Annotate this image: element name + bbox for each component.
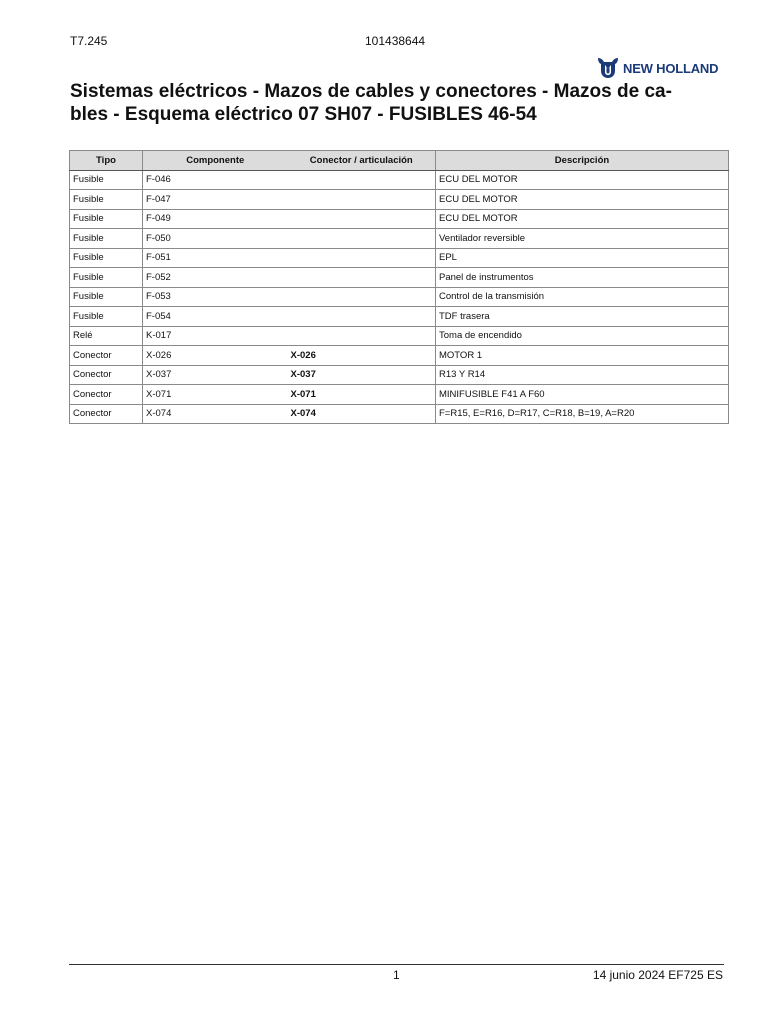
table-row [70,170,729,190]
table-row [70,307,729,327]
cell-conector: X-037 [288,365,436,385]
footer-date-code: 14 junio 2024 EF725 ES [592,968,723,982]
title-line-2: bles - Esquema eléctrico 07 SH07 - FUSIBLES 46-54 [70,104,537,125]
cell-descripcion: ECU DEL MOTOR [436,190,729,210]
cell-tipo: Fusible [70,248,143,268]
brand-name: NEW HOLLAND [623,60,719,76]
table-row [70,209,729,229]
cell-conector: X-026 [288,346,436,366]
cell-conector: X-074 [288,404,436,424]
cell-tipo: Conector [70,365,143,385]
title-line-1: Sistemas eléctricos - Mazos de cables y conectores - Mazos de ca- [70,81,672,102]
cell-descripcion: ECU DEL MOTOR [436,170,729,190]
table-row [70,229,729,249]
cell-conector [288,326,436,346]
cell-conector: X-071 [288,385,436,405]
cell-descripcion: R13 Y R14 [436,365,729,385]
column-header-descripcion: Descripción [436,151,729,171]
cell-descripcion: TDF trasera [436,307,729,327]
cell-descripcion: MINIFUSIBLE F41 A F60 [436,385,729,405]
cell-tipo: Conector [70,404,143,424]
cell-componente: K-017 [143,326,288,346]
cell-tipo: Fusible [70,229,143,249]
brand-logo [596,57,718,79]
footer-divider [69,964,724,965]
cell-conector [288,209,436,229]
cell-tipo: Fusible [70,190,143,210]
cell-descripcion: Control de la transmisión [436,287,729,307]
cell-descripcion: ECU DEL MOTOR [436,209,729,229]
table-row [70,365,729,385]
column-header-tipo: Tipo [70,151,143,171]
cell-componente: F-051 [143,248,288,268]
cell-tipo: Fusible [70,209,143,229]
cell-componente: F-054 [143,307,288,327]
table-row [70,287,729,307]
table-row [70,404,729,424]
column-header-componente: Componente [143,151,288,171]
column-header-conector: Conector / articulación [288,151,436,171]
cell-tipo: Conector [70,385,143,405]
cell-tipo: Fusible [70,287,143,307]
cell-componente: X-037 [143,365,288,385]
cell-descripcion: Toma de encendido [436,326,729,346]
cell-descripcion: Ventilador reversible [436,229,729,249]
cell-tipo: Relé [70,326,143,346]
cell-descripcion: MOTOR 1 [436,346,729,366]
bull-head-icon [596,57,620,79]
cell-descripcion: Panel de instrumentos [436,268,729,288]
cell-conector [288,307,436,327]
table-header-row [70,151,729,171]
cell-tipo: Fusible [70,307,143,327]
table-row [70,268,729,288]
cell-componente: X-026 [143,346,288,366]
document-number: 101438644 [365,34,426,48]
cell-conector [288,248,436,268]
cell-conector [288,287,436,307]
table-row [70,248,729,268]
cell-tipo: Fusible [70,170,143,190]
cell-conector [288,190,436,210]
cell-conector [288,268,436,288]
table-row [70,190,729,210]
table-row [70,346,729,366]
page-title [70,80,730,126]
cell-descripcion: EPL [436,248,729,268]
cell-descripcion: F=R15, E=R16, D=R17, C=R18, B=19, A=R20 [436,404,729,424]
cell-tipo: Conector [70,346,143,366]
cell-conector [288,170,436,190]
cell-tipo: Fusible [70,268,143,288]
table-row [70,385,729,405]
cell-componente: F-047 [143,190,288,210]
cell-componente: F-046 [143,170,288,190]
cell-componente: F-053 [143,287,288,307]
components-table [69,150,729,424]
page-number: 1 [393,968,400,982]
cell-componente: F-052 [143,268,288,288]
table-row [70,326,729,346]
cell-conector [288,229,436,249]
cell-componente: F-050 [143,229,288,249]
cell-componente: X-074 [143,404,288,424]
model-code: T7.245 [70,34,108,48]
cell-componente: F-049 [143,209,288,229]
cell-componente: X-071 [143,385,288,405]
